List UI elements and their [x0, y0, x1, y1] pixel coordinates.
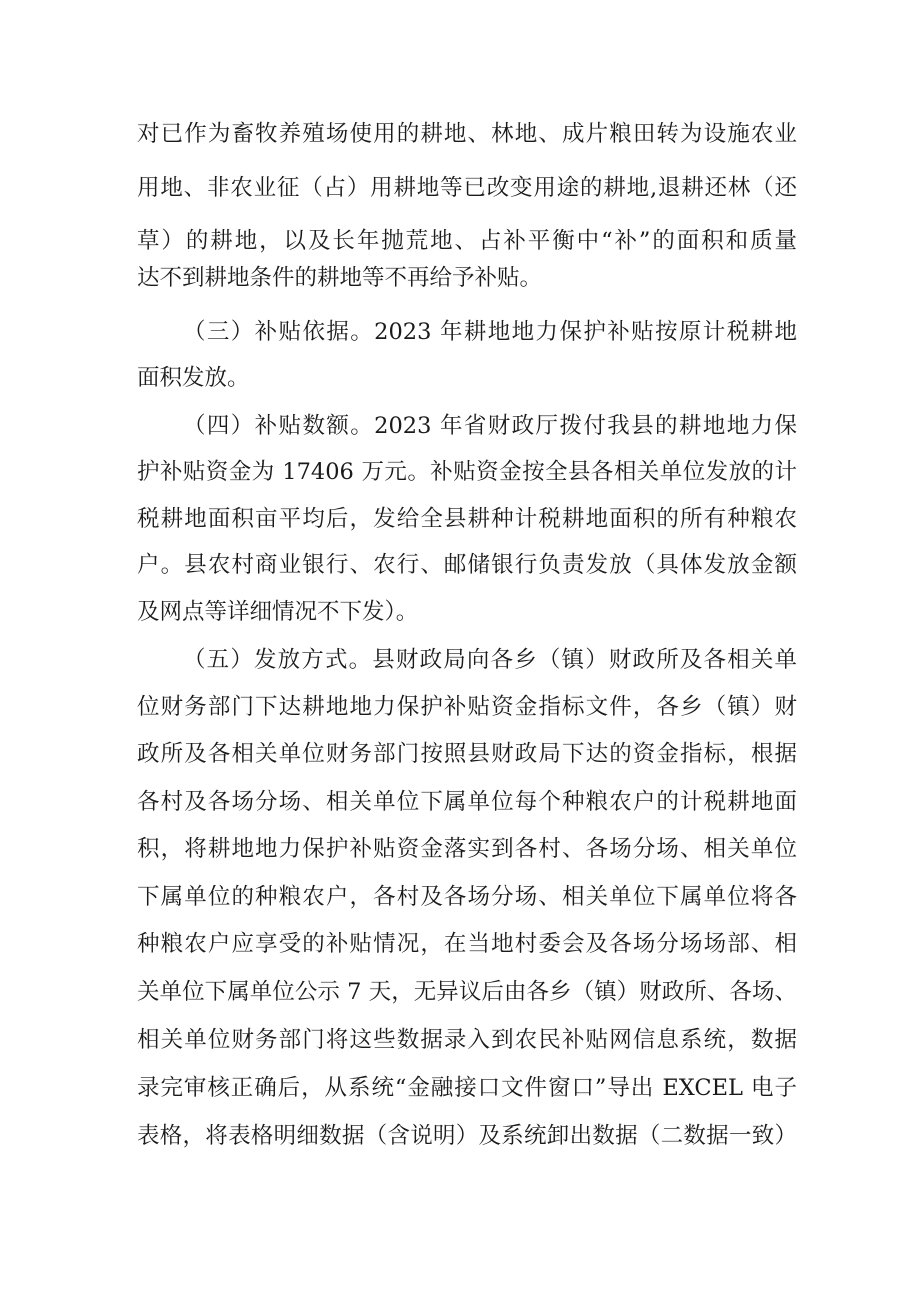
text-line: 政所及各相关单位财务部门按照县财政局下达的资金指标，根据 [137, 741, 797, 767]
text-line: 草）的耕地，以及长年抛荒地、占补平衡中“补”的面积和质量 [137, 228, 797, 254]
text-line: （五）发放方式。县财政局向各乡（镇）财政所及各相关单 [183, 647, 797, 673]
text-line: （四）补贴数额。2023 年省财政厅拨付我县的耕地地力保 [183, 413, 797, 439]
text-line: 位财务部门下达耕地地力保护补贴资金指标文件，各乡（镇）财 [137, 694, 797, 720]
text-line: 护补贴资金为 17406 万元。补贴资金按全县各相关单位发放的计 [137, 459, 797, 485]
text-line: 对已作为畜牧养殖场使用的耕地、林地、成片粮田转为设施农业 [137, 121, 797, 147]
text-line: 录完审核正确后，从系统“金融接口文件窗口”导出 EXCEL 电子 [137, 1075, 797, 1101]
text-line: 积，将耕地地力保护补贴资金落实到各村、各场分场、相关单位 [137, 836, 797, 862]
text-line: 下属单位的种粮农户，各村及各场分场、相关单位下属单位将各 [137, 884, 797, 910]
text-line: 种粮农户应享受的补贴情况，在当地村委会及各场分场场部、相 [137, 931, 797, 957]
text-line: 面积发放。 [137, 365, 250, 391]
text-line: （三）补贴依据。2023 年耕地地力保护补贴按原计税耕地 [183, 319, 797, 345]
text-line: 相关单位财务部门将这些数据录入到农民补贴网信息系统，数据 [137, 1027, 797, 1053]
text-line: 及网点等详细情况不下发）。 [137, 599, 419, 625]
text-line: 户。县农村商业银行、农行、邮储银行负责发放（具体发放金额 [137, 552, 797, 578]
text-line: 关单位下属单位公示 7 天，无异议后由各乡（镇）财政所、各场、 [137, 979, 797, 1005]
text-line: 达不到耕地条件的耕地等不再给予补贴。 [137, 265, 543, 291]
text-line: 表格，将表格明细数据（含说明）及系统卸出数据（二数据一致） [137, 1123, 797, 1149]
text-line: 用地、非农业征（占）用耕地等已改变用途的耕地,退耕还林（还 [137, 175, 797, 201]
text-line: 税耕地面积亩平均后，发给全县耕种计税耕地面积的所有种粮农 [137, 506, 797, 532]
text-line: 各村及各场分场、相关单位下属单位每个种粮农户的计税耕地面 [137, 789, 797, 815]
